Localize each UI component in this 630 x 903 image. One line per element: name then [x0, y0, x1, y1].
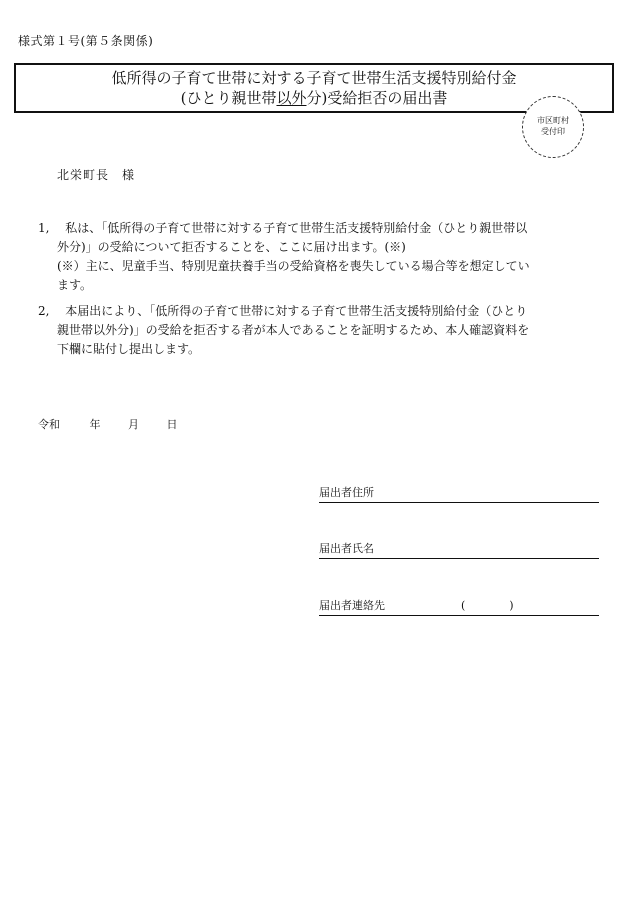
address-label: 届出者住所: [319, 486, 374, 499]
stamp-label-municipality: 市区町村: [537, 116, 569, 125]
addressee: 北栄町長 様: [57, 168, 136, 182]
contact-parentheses: ( ): [461, 599, 514, 612]
clause-1-note-line-1: (※）主に、児童手当、特別児童扶養手当の受給資格を喪失している場合等を想定してい: [57, 259, 530, 273]
title-underlined-text: 以外: [276, 89, 307, 107]
contact-field[interactable]: [319, 599, 599, 616]
title-line-1: 低所得の子育て世帯に対する子育て世帯生活支援特別給付金: [111, 69, 517, 87]
date-era: 令和: [38, 418, 60, 431]
clause-1-line-2: 外分)」の受給について拒否することを、ここに届け出ます。(※): [57, 240, 406, 254]
title-box: [14, 63, 614, 113]
form-number: 様式第１号(第５条関係): [18, 34, 154, 48]
date-day: 日: [166, 418, 178, 431]
date-line: [38, 416, 178, 432]
stamp-label-reception: 受付印: [541, 127, 565, 136]
contact-label: 届出者連絡先: [319, 599, 385, 612]
title-line-2-suffix: 分)受給拒否の届出書: [306, 89, 448, 107]
name-field[interactable]: [319, 542, 599, 559]
address-field[interactable]: [319, 486, 599, 503]
name-label: 届出者氏名: [319, 542, 374, 555]
clause-1-note-line-2: ます。: [57, 278, 93, 292]
date-month: 月: [128, 418, 139, 431]
clause-2-line-2: 親世帯以外分)」の受給を拒否する者が本人であることを証明するため、本人確認資料を: [57, 323, 530, 337]
title-line-2-prefix: (ひとり親世帯: [180, 89, 277, 107]
clause-2-line-1: 2, 本届出により、「低所得の子育て世帯に対する子育て世帯生活支援特別給付金（ひとり: [38, 304, 528, 318]
date-year: 年: [89, 418, 101, 431]
clause-1-line-1: 1, 私は、「低所得の子育て世帯に対する子育て世帯生活支援特別給付金（ひとり親世帯以: [38, 221, 528, 235]
clause-2-line-3: 下欄に貼付し提出します。: [57, 342, 201, 356]
reception-stamp-circle: [522, 96, 584, 158]
title-line-2: [16, 90, 612, 107]
